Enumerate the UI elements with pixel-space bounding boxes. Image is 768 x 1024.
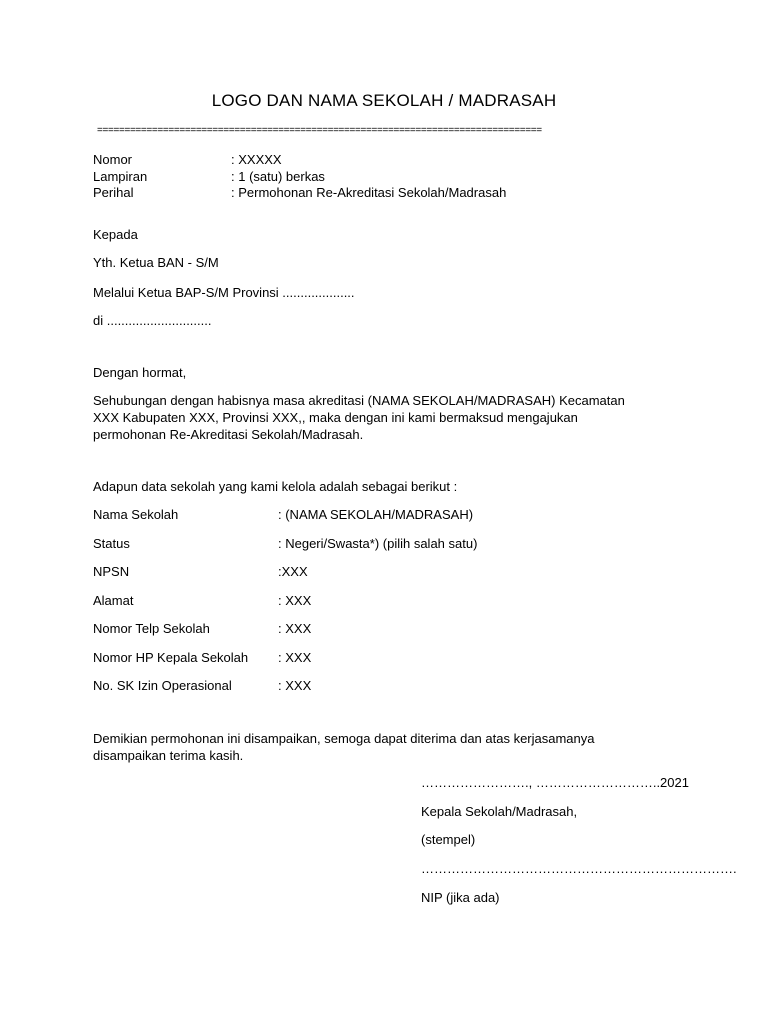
recipient-melalui: Melalui Ketua BAP-S/M Provinsi ....................	[93, 285, 355, 300]
recipient-yth: Yth. Ketua BAN - S/M	[93, 255, 219, 270]
data-label-npsn: NPSN	[93, 564, 130, 579]
meta-value-nomor: : XXXXX	[231, 152, 282, 167]
data-value-status: : Negeri/Swasta*) (pilih salah satu)	[278, 536, 478, 551]
letterhead-separator: =================================================================================	[97, 125, 542, 136]
signature-place-date: ……………………., ………………………..2021	[421, 775, 689, 790]
data-value-alamat: : XXX	[278, 593, 312, 608]
meta-value-lampiran: : 1 (satu) berkas	[231, 169, 325, 184]
data-label-nama-sekolah: Nama Sekolah	[93, 507, 179, 522]
meta-label-lampiran: Lampiran	[93, 169, 148, 184]
data-label-sk-izin: No. SK Izin Operasional	[93, 678, 232, 693]
data-value-nama-sekolah: : (NAMA SEKOLAH/MADRASAH)	[278, 507, 474, 522]
data-intro: Adapun data sekolah yang kami kelola adalah sebagai berikut :	[93, 479, 458, 494]
recipient-kepada: Kepada	[93, 227, 138, 242]
closing-paragraph: Demikian permohonan ini disampaikan, semoga dapat diterima dan atas kerjasamanya disampaikan terima kasih.	[93, 731, 595, 763]
data-value-hp-kepala: : XXX	[278, 650, 312, 665]
data-label-alamat: Alamat	[93, 593, 134, 608]
signature-nip: NIP (jika ada)	[421, 890, 500, 905]
meta-value-perihal: : Permohonan Re-Akreditasi Sekolah/Madrasah	[231, 185, 507, 200]
data-value-sk-izin: : XXX	[278, 678, 312, 693]
signature-name-line: ……………………………………………………………….	[421, 861, 737, 876]
signature-stamp: (stempel)	[421, 832, 476, 847]
recipient-di: di .............................	[93, 313, 212, 328]
salutation: Dengan hormat,	[93, 365, 187, 380]
meta-label-perihal: Perihal	[93, 185, 134, 200]
data-label-hp-kepala: Nomor HP Kepala Sekolah	[93, 650, 249, 665]
data-value-telp-sekolah: : XXX	[278, 621, 312, 636]
body-paragraph: Sehubungan dengan habisnya masa akreditasi (NAMA SEKOLAH/MADRASAH) Kecamatan XXX Kabupaten XXX, Provinsi XXX,, maka dengan ini kami bermaksud mengajukan permohonan Re-Akreditasi Sekolah/Madrasah.	[93, 393, 625, 442]
data-label-telp-sekolah: Nomor Telp Sekolah	[93, 621, 210, 636]
data-label-status: Status	[93, 536, 130, 551]
letterhead-title: LOGO DAN NAMA SEKOLAH / MADRASAH	[211, 91, 557, 110]
meta-label-nomor: Nomor	[93, 152, 133, 167]
data-value-npsn: :XXX	[278, 564, 308, 579]
signature-position: Kepala Sekolah/Madrasah,	[421, 804, 578, 819]
